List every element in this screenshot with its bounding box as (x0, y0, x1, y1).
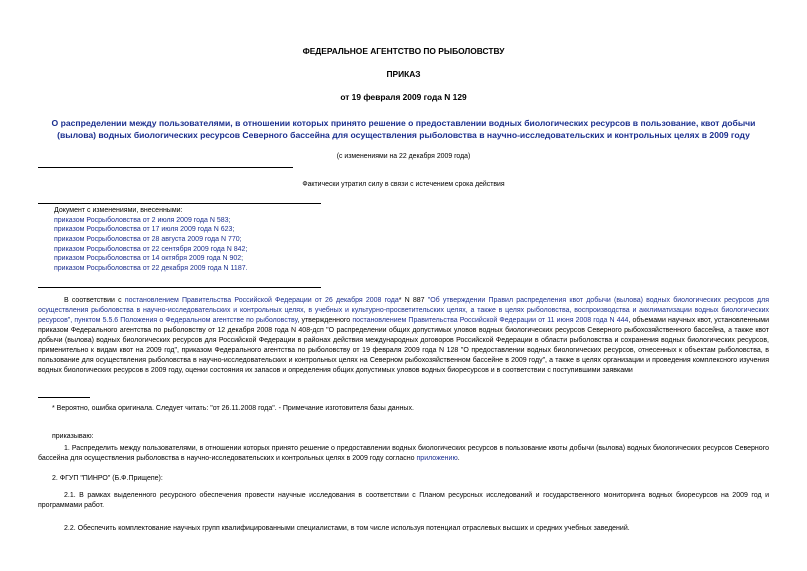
divider-line (38, 203, 321, 204)
change-link[interactable]: приказом Росрыболовства от 14 октября 2009 года N 902; (54, 255, 244, 263)
decree-444-link[interactable]: постановлением Правительства Российской Федерации от 11 июня 2008 года N 444 (352, 316, 629, 324)
footnote: * Вероятно, ошибка оригинала. Следует читать: "от 26.11.2008 года". - Примечание изготовителя базы данных. (52, 405, 414, 412)
document-type: ПРИКАЗ (386, 69, 421, 79)
item-1-end: . (457, 454, 460, 462)
divider-line (38, 287, 321, 288)
item-1 (38, 444, 769, 464)
item-2-1: 2.1. В рамках выделенного ресурсного обеспечения провести научные исследования в соответствии с Планом ресурсных исследований и государственного мониторинга водных биоресурсов на 2009 год и программами работ. (38, 492, 769, 509)
agency-name: ФЕДЕРАЛЬНОЕ АГЕНТСТВО ПО РЫБОЛОВСТВУ (302, 46, 505, 56)
document-date-number: от 19 февраля 2009 года N 129 (340, 92, 467, 102)
change-link[interactable]: приказом Росрыболовства от 22 декабря 2009 года N 1187. (54, 264, 248, 272)
appendix-link[interactable]: приложению (416, 454, 458, 462)
preamble-text: * N 887 (398, 297, 428, 304)
divider-line (38, 167, 293, 168)
item-2: 2. ФГУП "ПИНРО" (Б.Ф.Прищепе): (52, 475, 163, 482)
preamble-text: , утвержденного (297, 316, 353, 324)
order-word: приказываю: (52, 433, 94, 440)
item-2-2: 2.2. Обеспечить комплектование научных групп квалифицированными специалистами, в том числе используя потенциал отраслевых высших и средних учебных заведений. (64, 525, 630, 532)
lost-force-note: Фактически утратил силу в связи с истечением срока действия (302, 181, 505, 188)
changes-intro: Документ с изменениями, внесенными: (54, 207, 183, 214)
document-title: О распределении между пользователями, в отношении которых принято решение о предоставлении водных биологических ресурсов в пользование, квот добычи (вылова) водных биологических ресурсов Северного бассейна для осуществления рыболовства в научно-исследовательских и контрольных целях в 2009 году (51, 118, 756, 141)
decree-887-link[interactable]: постановлением Правительства Российской Федерации от 26 декабря 2008 года (124, 297, 399, 304)
changes-list (54, 206, 248, 274)
preamble-paragraph (38, 296, 769, 376)
preamble-text: В соответствии с (64, 297, 125, 304)
amendment-note: (с изменениями на 22 декабря 2009 года) (336, 153, 471, 160)
preamble-text: , объемами научных квот, установленными приказом Федерального агентства по рыболовству от 12 декабря 2008 года N 408-дсп "О распределении общих допустимых уловов водных биологических ресурсов Северного рыбохозяйственного бассейна, а также квот добычи (вылова) водных биологических ресурсов для Российской Федерации в районах действия международных договоров Российской Федерации в области рыболовства и сохранения водных биологических ресурсов, применительно к видам квот на 2009 год", приказом Федерального агентства по рыболовству от 19 февраля 2009 года N 128 "О предоставлении водных биологических ресурсов, отнесенных к объектам рыболовства, в пользование для осуществления рыболовства в научно-исследовательских и контрольных целях на Северном рыбохозяйственном бассейне в 2009 году", а также в целях организации и проведения комплексного изучения водных биологических ресурсов в 2009 году, оценки состояния их запасов и определения общих допустимых уловов водных биоресурсов и в соответствии с поступившими заявками (38, 316, 770, 374)
change-link[interactable]: приказом Росрыболовства от 17 июля 2009 года N 623; (54, 226, 235, 234)
item-1-text: 1. Распределить между пользователями, в отношении которых принято решение о предоставлении водных биологических ресурсов в пользование квоты добычи (вылова) водных биологических ресурсов Северного бассейна для осуществления рыболовства в научно-исследовательских и контрольных целях в 2009 году согласно (38, 445, 769, 462)
change-link[interactable]: приказом Росрыболовства от 22 сентября 2009 года N 842; (54, 245, 248, 253)
footnote-divider (38, 397, 90, 398)
rules-link[interactable]: "Об утверждении Правил распределения квот добычи (вылова) водных биологических ресурсов для осуществления рыболовства в научно-исследовательских и контрольных целях, в учебных и культурно-просветительских целях, а также в целях рыболовства, воспроизводства и акклиматизации водных биологических ресурсов", пунктом 5.5.6 Положения о Федеральном агентстве по рыболовству (38, 297, 770, 324)
change-link[interactable]: приказом Росрыболовства от 28 августа 2009 года N 770; (54, 235, 242, 243)
change-link[interactable]: приказом Росрыболовства от 2 июля 2009 года N 583; (54, 216, 231, 224)
